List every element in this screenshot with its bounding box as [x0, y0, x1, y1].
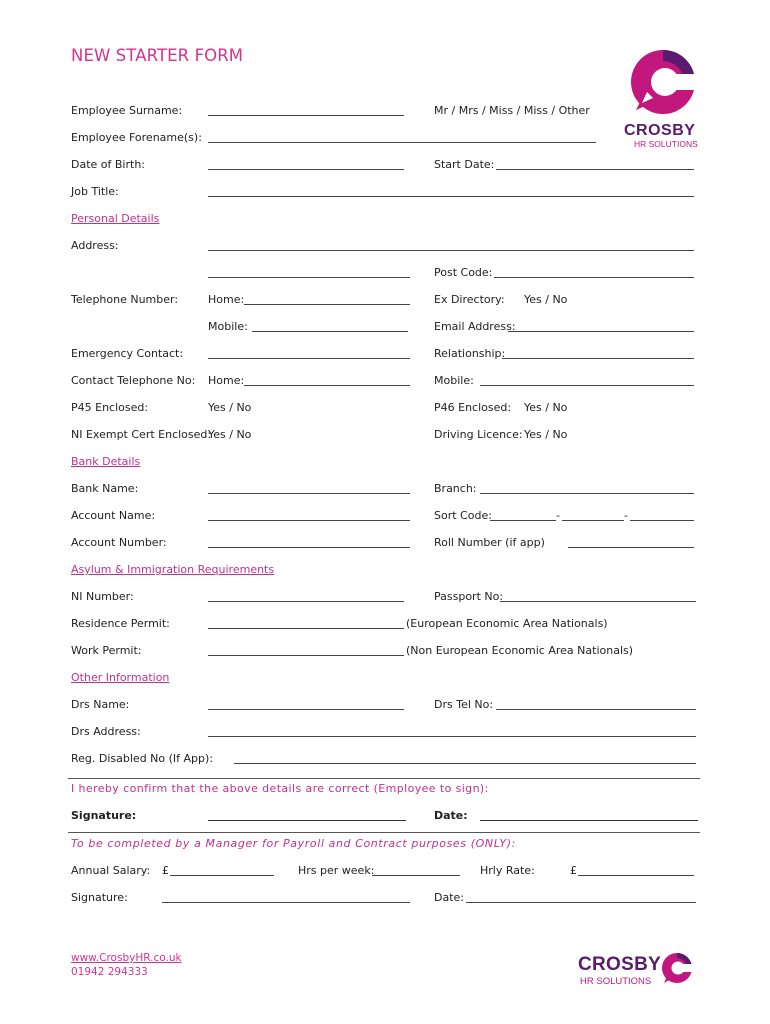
job-title-field[interactable]: [208, 196, 694, 197]
employee-date-label: Date:: [434, 809, 468, 822]
email-field[interactable]: [508, 331, 694, 332]
contact-home-label: Home:: [208, 374, 245, 387]
roll-number-field[interactable]: [568, 547, 694, 548]
address-field-1[interactable]: [208, 250, 694, 251]
crosby-logo: [626, 48, 700, 153]
ni-exempt-options: Yes / No: [208, 428, 252, 441]
drs-tel-field[interactable]: [496, 709, 696, 710]
relationship-field[interactable]: [502, 358, 694, 359]
mobile-field[interactable]: [252, 331, 408, 332]
roll-number-label: Roll Number (if app): [434, 536, 545, 549]
footer-crosby-c-icon: [660, 952, 694, 990]
drs-address-label: Drs Address:: [71, 725, 141, 738]
p45-label: P45 Enclosed:: [71, 401, 149, 414]
driving-licence-label: Driving Licence:: [434, 428, 523, 441]
title-options: Mr / Mrs / Miss / Miss / Other: [434, 104, 590, 117]
work-permit-label: Work Permit:: [71, 644, 142, 657]
annual-salary-field[interactable]: [170, 875, 274, 876]
logo-tagline: HR SOLUTIONS: [634, 139, 698, 149]
employee-signature-field[interactable]: [208, 820, 406, 821]
drs-address-field[interactable]: [208, 736, 696, 737]
sort-code-field-2[interactable]: [562, 520, 624, 521]
forenames-field[interactable]: [208, 142, 596, 143]
branch-field[interactable]: [480, 493, 694, 494]
p45-options: Yes / No: [208, 401, 252, 414]
branch-label: Branch:: [434, 482, 477, 495]
account-name-field[interactable]: [208, 520, 410, 521]
reg-disabled-field[interactable]: [234, 763, 696, 764]
manager-statement: To be completed by a Manager for Payroll and Contract purposes (ONLY):: [71, 837, 516, 850]
bank-name-label: Bank Name:: [71, 482, 139, 495]
rate-pound-sign: £: [570, 864, 577, 877]
sort-code-separator-1: -: [556, 509, 560, 522]
passport-label: Passport No:: [434, 590, 504, 603]
contact-home-field[interactable]: [244, 385, 410, 386]
residence-permit-label: Residence Permit:: [71, 617, 170, 630]
divider-confirm: [68, 778, 700, 779]
sort-code-label: Sort Code:: [434, 509, 492, 522]
work-permit-note: (Non European Economic Area Nationals): [406, 644, 634, 657]
email-label: Email Address:: [434, 320, 516, 333]
address-field-2[interactable]: [208, 277, 410, 278]
residence-permit-field[interactable]: [208, 628, 404, 629]
driving-licence-options: Yes / No: [524, 428, 568, 441]
sort-code-separator-2: -: [624, 509, 628, 522]
start-date-field[interactable]: [496, 169, 694, 170]
divider-manager: [68, 832, 700, 833]
ex-directory-label: Ex Directory:: [434, 293, 505, 306]
logo-name: CROSBY: [624, 122, 696, 139]
manager-date-field[interactable]: [466, 902, 696, 903]
account-number-label: Account Number:: [71, 536, 167, 549]
footer-logo-tagline: HR SOLUTIONS: [580, 976, 652, 987]
emergency-contact-field[interactable]: [208, 358, 410, 359]
start-date-label: Start Date:: [434, 158, 495, 171]
personal-details-heading: Personal Details: [71, 212, 160, 225]
ni-number-label: NI Number:: [71, 590, 134, 603]
job-title-label: Job Title:: [71, 185, 119, 198]
hrs-per-week-field[interactable]: [372, 875, 460, 876]
employee-signature-label: Signature:: [71, 809, 137, 822]
work-permit-field[interactable]: [208, 655, 404, 656]
drs-name-label: Drs Name:: [71, 698, 130, 711]
surname-label: Employee Surname:: [71, 104, 183, 117]
phone-number: 01942 294333: [71, 966, 148, 978]
drs-name-field[interactable]: [208, 709, 404, 710]
employee-date-field[interactable]: [480, 820, 698, 821]
residence-permit-note: (European Economic Area Nationals): [406, 617, 608, 630]
dob-label: Date of Birth:: [71, 158, 146, 171]
dob-field[interactable]: [208, 169, 404, 170]
address-label: Address:: [71, 239, 119, 252]
page-title: NEW STARTER FORM: [71, 46, 244, 65]
passport-field[interactable]: [500, 601, 696, 602]
contact-mobile-label: Mobile:: [434, 374, 474, 387]
reg-disabled-label: Reg. Disabled No (If App):: [71, 752, 214, 765]
ni-exempt-label: NI Exempt Cert Enclosed:: [71, 428, 212, 441]
p46-label: P46 Enclosed:: [434, 401, 512, 414]
account-name-label: Account Name:: [71, 509, 156, 522]
manager-signature-label: Signature:: [71, 891, 128, 904]
manager-signature-field[interactable]: [162, 902, 410, 903]
confirm-statement: I hereby confirm that the above details are correct (Employee to sign):: [71, 782, 489, 795]
ni-number-field[interactable]: [208, 601, 404, 602]
hrs-per-week-label: Hrs per week:: [298, 864, 375, 877]
contact-telephone-label: Contact Telephone No:: [71, 374, 196, 387]
other-info-heading: Other Information: [71, 671, 170, 684]
bank-name-field[interactable]: [208, 493, 410, 494]
website-link[interactable]: www.CrosbyHR.co.uk: [71, 952, 182, 964]
surname-field[interactable]: [208, 115, 404, 116]
hourly-rate-label: Hrly Rate:: [480, 864, 535, 877]
annual-salary-label: Annual Salary:: [71, 864, 151, 877]
home-label: Home:: [208, 293, 245, 306]
bank-details-heading: Bank Details: [71, 455, 141, 468]
telephone-label: Telephone Number:: [71, 293, 179, 306]
account-number-field[interactable]: [208, 547, 410, 548]
emergency-contact-label: Emergency Contact:: [71, 347, 184, 360]
post-code-field[interactable]: [494, 277, 694, 278]
sort-code-field-1[interactable]: [490, 520, 556, 521]
p46-options: Yes / No: [524, 401, 568, 414]
sort-code-field-3[interactable]: [630, 520, 694, 521]
relationship-label: Relationship:: [434, 347, 506, 360]
drs-tel-label: Drs Tel No:: [434, 698, 494, 711]
ex-directory-options: Yes / No: [524, 293, 568, 306]
hourly-rate-field[interactable]: [578, 875, 694, 876]
forenames-label: Employee Forename(s):: [71, 131, 202, 144]
manager-date-label: Date:: [434, 891, 464, 904]
footer-logo-name: CROSBY: [578, 954, 662, 975]
mobile-label: Mobile:: [208, 320, 248, 333]
home-phone-field[interactable]: [244, 304, 410, 305]
asylum-heading: Asylum & Immigration Requirements: [71, 563, 275, 576]
salary-pound-sign: £: [162, 864, 169, 877]
contact-mobile-field[interactable]: [480, 385, 694, 386]
post-code-label: Post Code:: [434, 266, 493, 279]
